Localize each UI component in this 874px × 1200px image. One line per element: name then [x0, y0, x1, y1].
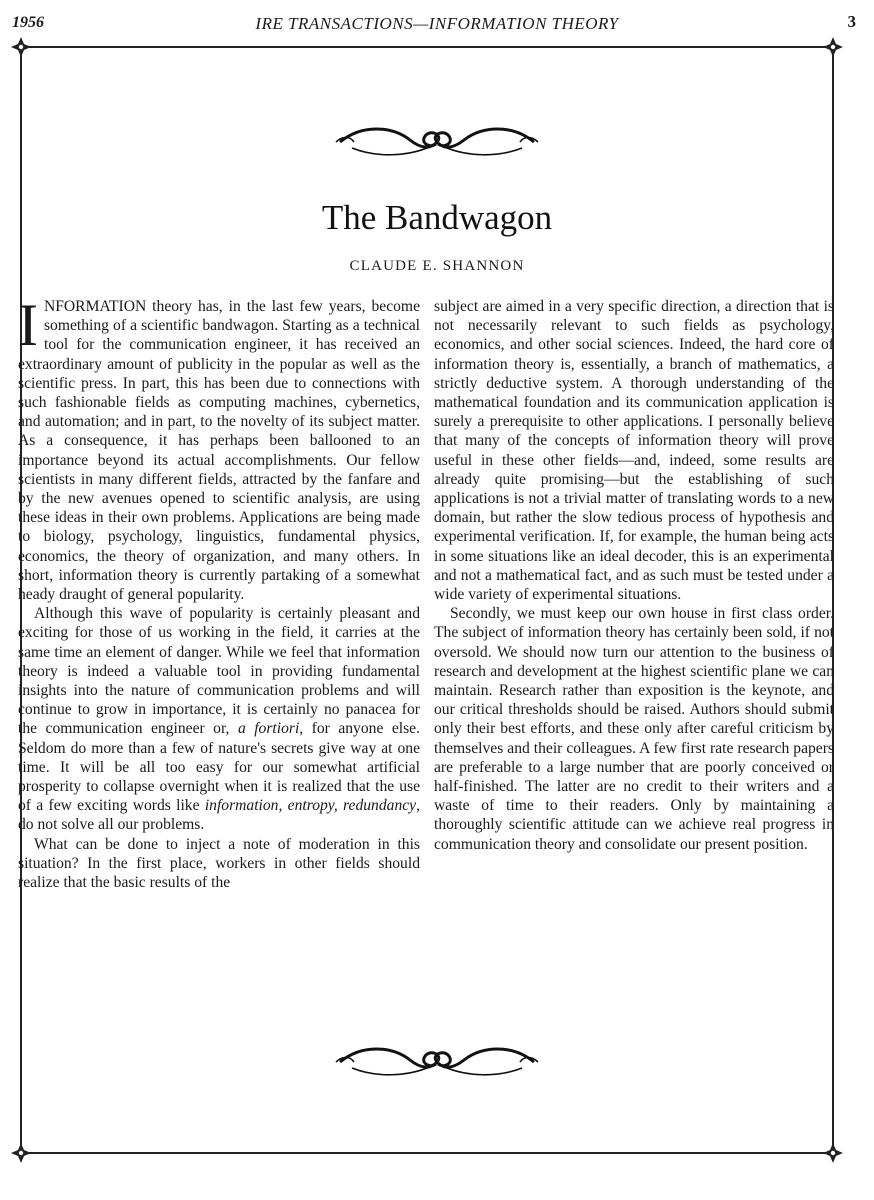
paragraph: [434, 297, 834, 604]
paragraph-text: , for anyone else. Seldom do more than a few of nature's secrets give way at one time. It will be all too easy for our somewhat artificial prosperity to collapse overnight when it is realized that the use of a few exciting words like: [18, 720, 420, 815]
paragraph-text: NFORMATION theory has, in the last few years, become something of a scientific bandwagon. Starting as a technical tool for the communication engineer, it has received an extraordinary amount of publicity in the popular as well as the scientific press. In part, this has been due to connections with such fashionable fields as computing machines, cybernetics, and automation; and in part, to the novelty of its subject matter. As a consequence, it has perhaps been ballooned to an importance beyond its actual accomplishments. Our fellow scientists in many different fields, attracted by the fanfare and by the new avenues opened to scientific analysis, are using these ideas in their own problems. Applications are being made to biology, psychology, linguistics, fundamental physics, economics, the theory of organization, and many others. In short, information theory is currently partaking of a somewhat heady draught of general popularity.: [18, 298, 420, 604]
paragraph-text: Although this wave of popularity is certainly pleasant and exciting for those of us working in the field, it carries at the same time an element of danger. While we feel that information theory is indeed a valuable tool in providing fundamental insights into the nature of communication problems and will continue to grow in importance, it is certainly no panacea for the communication engineer or,: [18, 605, 420, 738]
article-title: The Bandwagon: [321, 198, 553, 237]
frame-bottom: [20, 1152, 834, 1154]
paragraph: [18, 604, 420, 834]
running-head: [0, 6, 874, 36]
paragraph-text: What can be done to inject a note of moderation in this situation? In the first place, workers in other fields should realize that the basic results of the: [18, 835, 420, 892]
page-number: 3: [847, 12, 856, 31]
drop-cap: I: [18, 292, 38, 358]
article-author: CLAUDE E. SHANNON: [349, 258, 525, 274]
corner-ornament-icon: [822, 36, 844, 58]
frame-top: [20, 46, 834, 48]
corner-ornament-icon: [822, 1142, 844, 1164]
paragraph-text: , do not solve all our problems.: [18, 797, 420, 834]
scroll-ornament-icon: [332, 1042, 542, 1082]
paragraph-text: subject are aimed in a very specific direction, a direction that is not necessarily relevant to such fields as psychology, economics, and other social sciences. Indeed, the hard core of information theory is, essentially, a branch of mathematics, a strictly deductive system. A thorough understanding of the mathematical foundation and its communication application is surely a prerequisite to other applications. I personally believe that many of the concepts of information theory will prove useful in these other fields—and, indeed, some results are already quite promising—but the establishing of such applications is not a trivial matter of translating words to a new domain, but rather the slow tedious process of hypothesis and experimental verification. If, for example, the human being acts in some situations like an ideal decoder, this is an experimental and not a mathematical fact, and as such must be tested under a wide variety of experimental situations.: [434, 298, 834, 604]
paragraph: [434, 604, 834, 854]
paragraph: [18, 835, 420, 893]
journal-title: IRE TRANSACTIONS—INFORMATION THEORY: [255, 14, 619, 33]
left-column: [18, 292, 420, 892]
corner-ornament-icon: [10, 1142, 32, 1164]
corner-ornament-icon: [10, 36, 32, 58]
header-year: 1956: [12, 14, 44, 31]
paragraph-text: Secondly, we must keep our own house in first class order. The subject of information theory has certainly been sold, if not oversold. We should now turn our attention to the business of research and development at the highest scientific plane we can maintain. Research rather than exposition is the keynote, and our critical thresholds should be raised. Authors should submit only their best efforts, and these only after careful criticism by themselves and their colleagues. A few first rate research papers are preferable to a large number that are poorly conceived or half-finished. The latter are no credit to their writers and a waste of time to their readers. Only by maintaining a thoroughly scientific attitude can we achieve real progress in communication theory and consolidate our present position.: [434, 605, 834, 853]
right-column: [434, 297, 834, 854]
emphasis: information, entropy, redundancy: [204, 797, 417, 815]
paragraph: [18, 292, 420, 604]
scroll-ornament-icon: [332, 122, 542, 162]
emphasis: a fortiori: [237, 720, 300, 738]
